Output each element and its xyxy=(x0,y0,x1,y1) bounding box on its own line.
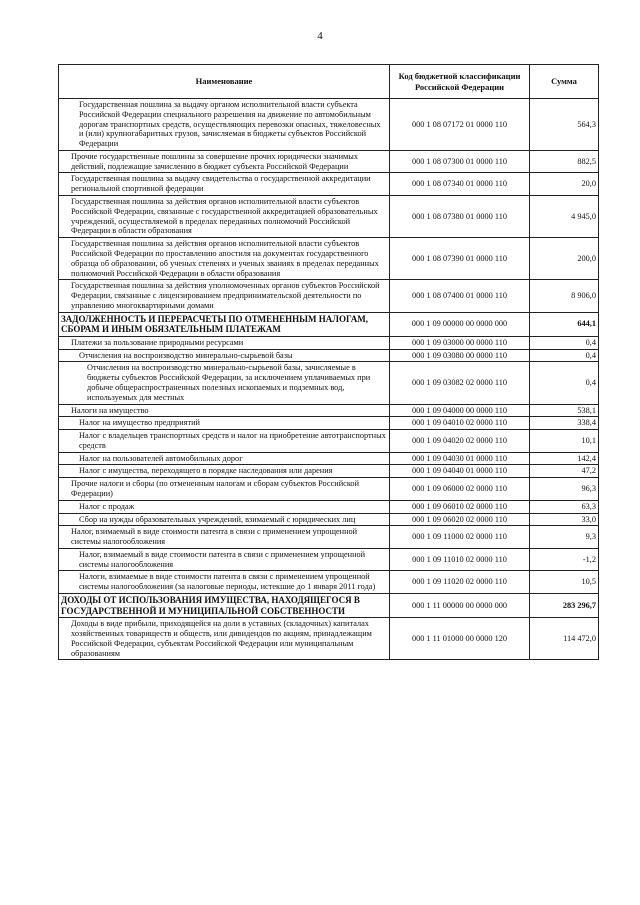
row-name-cell: Государственная пошлина за действия органов исполнительной власти субъектов Российской Федерации, связанные с государственной аккредитацией образовательных учреждений, осуществляемой в пределах переданных полномочий Российской Федерации в области образования xyxy=(59,196,390,238)
table-row xyxy=(59,594,599,618)
row-name-cell: ДОХОДЫ ОТ ИСПОЛЬЗОВАНИЯ ИМУЩЕСТВА, НАХОДЯЩЕГОСЯ В ГОСУДАРСТВЕННОЙ И МУНИЦИПАЛЬНОЙ СОБСТВЕННОСТИ xyxy=(59,594,390,618)
table-row xyxy=(59,478,599,501)
row-sum-cell: -1,2 xyxy=(530,548,599,571)
row-sum-cell: 9,3 xyxy=(530,526,599,549)
row-name-cell: Налог с продаж xyxy=(59,500,390,513)
page-number: 4 xyxy=(317,30,323,42)
table-row xyxy=(59,465,599,478)
row-sum-cell: 882,5 xyxy=(530,150,599,173)
row-name-cell: Платежи за пользование природными ресурсами xyxy=(59,336,390,349)
row-name-cell: Налоги, взимаемые в виде стоимости патента в связи с применением упрощенной системы налогообложения (за налоговые периоды, истекшие до 1 января 2011 года) xyxy=(59,571,390,594)
row-code-cell: 000 1 09 11020 02 0000 110 xyxy=(390,571,530,594)
row-sum-cell: 644,1 xyxy=(530,312,599,336)
row-sum-cell: 114 472,0 xyxy=(530,618,599,660)
table-row xyxy=(59,548,599,571)
row-name-cell: Государственная пошлина за действия уполномоченных органов субъектов Российской Федерации, связанные с лицензированием предпринимательской деятельности по управлению многоквартирными домами xyxy=(59,280,390,312)
table-row xyxy=(59,500,599,513)
row-code-cell: 000 1 08 07340 01 0000 110 xyxy=(390,173,530,196)
row-code-cell: 000 1 09 03000 00 0000 110 xyxy=(390,336,530,349)
table-row xyxy=(59,430,599,453)
table-row xyxy=(59,196,599,238)
row-sum-cell: 538,1 xyxy=(530,404,599,417)
row-code-cell: 000 1 09 04020 02 0000 110 xyxy=(390,430,530,453)
row-name-cell: Налог, взимаемый в виде стоимости патента в связи с применением упрощенной системы налогообложения xyxy=(59,548,390,571)
row-name-cell: Сбор на нужды образовательных учреждений, взимаемый с юридических лиц xyxy=(59,513,390,526)
row-code-cell: 000 1 09 04030 01 0000 110 xyxy=(390,452,530,465)
budget-table xyxy=(58,64,599,660)
table-row xyxy=(59,618,599,660)
row-code-cell: 000 1 08 07390 01 0000 110 xyxy=(390,238,530,280)
row-code-cell: 000 1 11 00000 00 0000 000 xyxy=(390,594,530,618)
row-sum-cell: 283 296,7 xyxy=(530,594,599,618)
row-name-cell: Налог на пользователей автомобильных дорог xyxy=(59,452,390,465)
row-sum-cell: 0,4 xyxy=(530,349,599,362)
row-code-cell: 000 1 09 06010 02 0000 110 xyxy=(390,500,530,513)
row-sum-cell: 96,3 xyxy=(530,478,599,501)
row-code-cell: 000 1 09 11010 02 0000 110 xyxy=(390,548,530,571)
row-name-cell: Прочие налоги и сборы (по отмененным налогам и сборам субъектов Российской Федерации) xyxy=(59,478,390,501)
row-sum-cell: 8 906,0 xyxy=(530,280,599,312)
row-code-cell: 000 1 09 04040 01 0000 110 xyxy=(390,465,530,478)
row-name-cell: Государственная пошлина за выдачу свидетельства о государственной аккредитации региональной спортивной федерации xyxy=(59,173,390,196)
row-code-cell: 000 1 09 04000 00 0000 110 xyxy=(390,404,530,417)
table-row xyxy=(59,238,599,280)
row-code-cell: 000 1 09 03082 02 0000 110 xyxy=(390,362,530,404)
row-name-cell: Налог с имущества, переходящего в порядке наследования или дарения xyxy=(59,465,390,478)
row-sum-cell: 20,0 xyxy=(530,173,599,196)
table-row xyxy=(59,349,599,362)
table-row xyxy=(59,280,599,312)
row-name-cell: ЗАДОЛЖЕННОСТЬ И ПЕРЕРАСЧЕТЫ ПО ОТМЕНЕННЫМ НАЛОГАМ, СБОРАМ И ИНЫМ ОБЯЗАТЕЛЬНЫМ ПЛАТЕЖАМ xyxy=(59,312,390,336)
row-code-cell: 000 1 09 03080 00 0000 110 xyxy=(390,349,530,362)
row-sum-cell: 47,2 xyxy=(530,465,599,478)
table-row xyxy=(59,417,599,430)
row-sum-cell: 0,4 xyxy=(530,362,599,404)
table-row xyxy=(59,513,599,526)
row-code-cell: 000 1 09 00000 00 0000 000 xyxy=(390,312,530,336)
header-code: Код бюджетной классификации Российской Федерации xyxy=(390,65,530,99)
table-row xyxy=(59,452,599,465)
row-code-cell: 000 1 08 07172 01 0000 110 xyxy=(390,99,530,151)
row-sum-cell: 33,0 xyxy=(530,513,599,526)
row-name-cell: Отчисления на воспроизводство минерально-сырьевой базы, зачисляемые в бюджеты субъектов Российской Федерации, за исключением уплачиваемых при добыче общераспространенных полезных ископаемых и подземных вод, используемых для местных xyxy=(59,362,390,404)
row-sum-cell: 4 945,0 xyxy=(530,196,599,238)
table-row xyxy=(59,526,599,549)
row-sum-cell: 0,4 xyxy=(530,336,599,349)
row-name-cell: Доходы в виде прибыли, приходящейся на доли в уставных (складочных) капиталах хозяйственных товариществ и обществ, или дивидендов по акциям, принадлежащим Российской Федерации, субъектам Российской Федерации или муниципальным образованиям xyxy=(59,618,390,660)
row-sum-cell: 142,4 xyxy=(530,452,599,465)
row-name-cell: Налог на имущество предприятий xyxy=(59,417,390,430)
table-row xyxy=(59,336,599,349)
table-row xyxy=(59,404,599,417)
table-row xyxy=(59,99,599,151)
table-row xyxy=(59,173,599,196)
row-code-cell: 000 1 08 07300 01 0000 110 xyxy=(390,150,530,173)
row-sum-cell: 63,3 xyxy=(530,500,599,513)
table-row xyxy=(59,571,599,594)
table-row xyxy=(59,362,599,404)
row-name-cell: Государственная пошлина за действия органов исполнительной власти субъектов Российской Федерации по проставлению апостиля на документах государственного образца об образовании, об ученых степенях и ученых званиях в пределах переданных полномочий Российской Федерации в области образования xyxy=(59,238,390,280)
row-code-cell: 000 1 09 11000 02 0000 110 xyxy=(390,526,530,549)
row-sum-cell: 200,0 xyxy=(530,238,599,280)
row-sum-cell: 338,4 xyxy=(530,417,599,430)
table-row xyxy=(59,312,599,336)
header-sum: Сумма xyxy=(530,65,599,99)
row-name-cell: Налоги на имущество xyxy=(59,404,390,417)
row-code-cell: 000 1 09 06020 02 0000 110 xyxy=(390,513,530,526)
row-sum-cell: 10,1 xyxy=(530,430,599,453)
row-code-cell: 000 1 08 07380 01 0000 110 xyxy=(390,196,530,238)
row-name-cell: Налог с владельцев транспортных средств и налог на приобретение автотранспортных средств xyxy=(59,430,390,453)
row-name-cell: Государственная пошлина за выдачу органом исполнительной власти субъекта Российской Федерации специального разрешения на движение по автомобильным дорогам транспортных средств, осуществляющих перевозки опасных, тяжеловесных и (или) крупногабаритных грузов, зачисляемая в бюджеты субъектов Российской Федерации xyxy=(59,99,390,151)
row-name-cell: Отчисления на воспроизводство минерально-сырьевой базы xyxy=(59,349,390,362)
row-code-cell: 000 1 08 07400 01 0000 110 xyxy=(390,280,530,312)
table-row xyxy=(59,150,599,173)
row-name-cell: Налог, взимаемый в виде стоимости патента в связи с применением упрощенной системы налогообложения xyxy=(59,526,390,549)
header-name: Наименование xyxy=(59,65,390,99)
row-code-cell: 000 1 11 01000 00 0000 120 xyxy=(390,618,530,660)
row-sum-cell: 564,3 xyxy=(530,99,599,151)
row-code-cell: 000 1 09 04010 02 0000 110 xyxy=(390,417,530,430)
row-sum-cell: 10,5 xyxy=(530,571,599,594)
table-header-row xyxy=(59,65,599,99)
row-name-cell: Прочие государственные пошлины за совершение прочих юридически значимых действий, подлежащие зачислению в бюджет субъекта Российской Федерации xyxy=(59,150,390,173)
row-code-cell: 000 1 09 06000 02 0000 110 xyxy=(390,478,530,501)
